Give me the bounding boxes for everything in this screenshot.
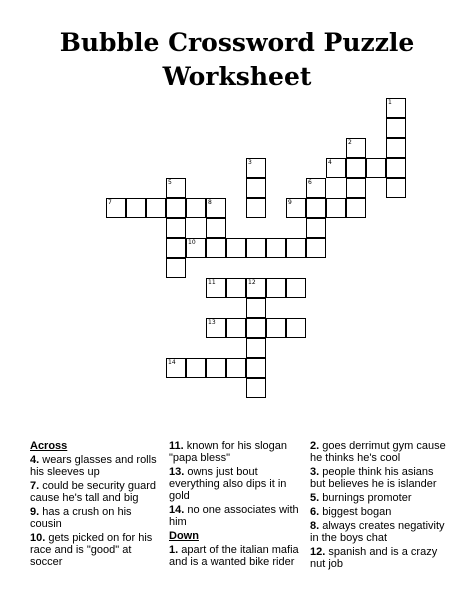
grid-cell[interactable] bbox=[166, 218, 186, 238]
grid-cell[interactable] bbox=[266, 318, 286, 338]
clue-item-number: 6. bbox=[310, 506, 320, 518]
clues-column-3 bbox=[310, 440, 450, 572]
grid-cell[interactable] bbox=[146, 198, 166, 218]
clue-item-number: 5. bbox=[310, 492, 320, 504]
grid-cell[interactable] bbox=[246, 178, 266, 198]
grid-cell[interactable] bbox=[386, 98, 406, 118]
grid-cell[interactable] bbox=[266, 278, 286, 298]
clue-item-text: could be security guard cause he's tall and big bbox=[30, 480, 156, 504]
clue-number: 7 bbox=[108, 199, 112, 206]
clues-column-1 bbox=[30, 440, 160, 570]
clue-item-number: 10. bbox=[30, 532, 46, 544]
grid-cell[interactable] bbox=[246, 298, 266, 318]
clue-number: 8 bbox=[208, 199, 212, 206]
clue-item bbox=[310, 520, 450, 544]
clue-number: 12 bbox=[248, 279, 256, 286]
grid-cell[interactable] bbox=[206, 218, 226, 238]
grid-cell[interactable] bbox=[166, 358, 186, 378]
grid-cell[interactable] bbox=[386, 158, 406, 178]
grid-cell[interactable] bbox=[166, 258, 186, 278]
clue-number: 6 bbox=[308, 179, 312, 186]
grid-cell[interactable] bbox=[186, 358, 206, 378]
grid-cell[interactable] bbox=[246, 318, 266, 338]
grid-cell[interactable] bbox=[306, 238, 326, 258]
grid-cell[interactable] bbox=[346, 158, 366, 178]
across-clue-list bbox=[30, 454, 160, 568]
grid-cell[interactable] bbox=[246, 278, 266, 298]
clue-item-number: 12. bbox=[310, 546, 326, 558]
clue-item-text: known for his slogan "papa bless" bbox=[169, 440, 288, 464]
grid-cell[interactable] bbox=[266, 238, 286, 258]
clue-number: 14 bbox=[168, 359, 176, 366]
clue-item-text: biggest bogan bbox=[319, 506, 392, 518]
clue-number: 4 bbox=[328, 159, 332, 166]
clue-item-text: wears glasses and rolls his sleeves up bbox=[30, 454, 157, 478]
clue-item bbox=[310, 466, 450, 490]
clue-number: 11 bbox=[208, 279, 216, 286]
grid-cell[interactable] bbox=[246, 158, 266, 178]
grid-cell[interactable] bbox=[286, 238, 306, 258]
grid-cell[interactable] bbox=[206, 238, 226, 258]
clue-item-text: people think his asians but believes he is islander bbox=[310, 466, 437, 490]
clue-item-text: goes derrimut gym cause he thinks he's cool bbox=[310, 440, 446, 464]
clue-number: 5 bbox=[168, 179, 172, 186]
clue-number: 3 bbox=[248, 159, 252, 166]
grid-cell[interactable] bbox=[286, 318, 306, 338]
clue-item-text: burnings promoter bbox=[319, 492, 412, 504]
clue-item-text: owns just bout everything also dips it in gold bbox=[169, 466, 287, 502]
clue-item-number: 4. bbox=[30, 454, 40, 466]
clue-item bbox=[169, 504, 301, 528]
clue-item-text: spanish and is a crazy nut job bbox=[310, 546, 438, 570]
clue-number: 1 bbox=[388, 99, 392, 106]
clue-item-text: no one associates with him bbox=[169, 504, 299, 528]
clue-item bbox=[169, 544, 301, 568]
grid-cell[interactable] bbox=[346, 178, 366, 198]
grid-cell[interactable] bbox=[366, 158, 386, 178]
grid-cell[interactable] bbox=[246, 378, 266, 398]
clue-number: 9 bbox=[288, 199, 292, 206]
grid-cell[interactable] bbox=[106, 198, 126, 218]
grid-cell[interactable] bbox=[286, 198, 306, 218]
down-clue-list bbox=[169, 544, 301, 568]
clue-item-text: always creates negativity in the boys chat bbox=[310, 520, 445, 544]
clue-item-number: 2. bbox=[310, 440, 320, 452]
title-line-1: Bubble Crossword Puzzle bbox=[59, 28, 415, 57]
clue-number: 10 bbox=[188, 239, 196, 246]
grid-cell[interactable] bbox=[226, 278, 246, 298]
clue-item-text: has a crush on his cousin bbox=[30, 506, 132, 530]
clue-item bbox=[310, 546, 450, 570]
clue-item-number: 9. bbox=[30, 506, 40, 518]
clue-item-number: 8. bbox=[310, 520, 320, 532]
down-clue-list-continued bbox=[310, 440, 450, 570]
grid-cell[interactable] bbox=[186, 238, 206, 258]
clue-number: 13 bbox=[208, 319, 216, 326]
grid-cell[interactable] bbox=[246, 198, 266, 218]
clue-item bbox=[310, 492, 450, 504]
clue-item-number: 3. bbox=[310, 466, 320, 478]
grid-cell[interactable] bbox=[226, 318, 246, 338]
clue-item-number: 7. bbox=[30, 480, 40, 492]
clue-item bbox=[30, 532, 160, 568]
grid-cell[interactable] bbox=[246, 238, 266, 258]
clue-number: 2 bbox=[348, 139, 352, 146]
grid-cell[interactable] bbox=[186, 198, 206, 218]
clue-item bbox=[169, 466, 301, 502]
clue-item bbox=[169, 440, 301, 464]
clue-item-text: apart of the italian mafia and is a wanted bike rider bbox=[169, 544, 299, 568]
grid-cell[interactable] bbox=[166, 198, 186, 218]
grid-cell[interactable] bbox=[306, 198, 326, 218]
grid-cell[interactable] bbox=[206, 358, 226, 378]
clue-item bbox=[30, 506, 160, 530]
grid-cell[interactable] bbox=[206, 198, 226, 218]
across-header: Across bbox=[30, 440, 68, 452]
clue-item-number: 11. bbox=[169, 440, 184, 452]
grid-cell[interactable] bbox=[346, 198, 366, 218]
grid-cell[interactable] bbox=[326, 198, 346, 218]
clue-item bbox=[30, 480, 160, 504]
down-header: Down bbox=[169, 530, 199, 542]
clue-item-number: 1. bbox=[169, 544, 179, 556]
clues-column-2 bbox=[169, 440, 301, 570]
clue-item-text: gets picked on for his race and is "good" at soccer bbox=[30, 532, 153, 568]
clue-item bbox=[310, 506, 450, 518]
grid-cell[interactable] bbox=[326, 158, 346, 178]
grid-cell[interactable] bbox=[166, 238, 186, 258]
grid-cell[interactable] bbox=[386, 178, 406, 198]
grid-cell[interactable] bbox=[386, 118, 406, 138]
clue-item-number: 13. bbox=[169, 466, 185, 478]
clue-item bbox=[30, 454, 160, 478]
grid-cell[interactable] bbox=[306, 218, 326, 238]
grid-cell[interactable] bbox=[286, 278, 306, 298]
grid-cell[interactable] bbox=[246, 358, 266, 378]
grid-cell[interactable] bbox=[166, 178, 186, 198]
grid-cell[interactable] bbox=[126, 198, 146, 218]
grid-cell[interactable] bbox=[226, 358, 246, 378]
across-clue-list-continued bbox=[169, 440, 301, 528]
grid-cell[interactable] bbox=[226, 238, 246, 258]
grid-cell[interactable] bbox=[206, 278, 226, 298]
title-line-2: Worksheet bbox=[162, 62, 312, 91]
grid-cell[interactable] bbox=[306, 178, 326, 198]
grid-cell[interactable] bbox=[346, 138, 366, 158]
clue-item bbox=[310, 440, 450, 464]
grid-cell[interactable] bbox=[206, 318, 226, 338]
grid-cell[interactable] bbox=[386, 138, 406, 158]
clue-item-number: 14. bbox=[169, 504, 185, 516]
grid-cell[interactable] bbox=[246, 338, 266, 358]
